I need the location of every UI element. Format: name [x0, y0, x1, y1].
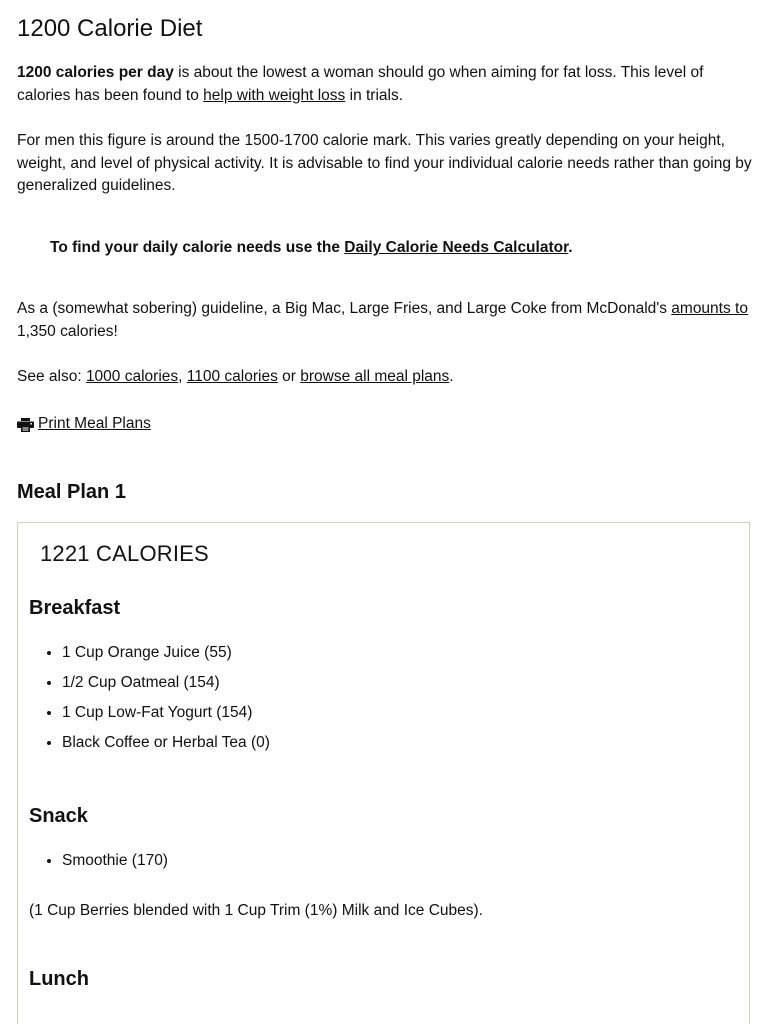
see-also-separator: , [178, 368, 187, 385]
list-item: • Black Coffee or Herbal Tea (0) [62, 728, 270, 758]
intro-text-a: is about the lowest a woman should go when aiming for fat loss. This level of calories has been found to [17, 64, 704, 104]
list-item: • 1/2 Cup Oatmeal (154) [62, 668, 270, 698]
print-meal-plans-label: Print Meal Plans [38, 415, 151, 432]
amounts-to-link[interactable]: amounts to [671, 300, 748, 317]
1100-calories-link[interactable]: 1100 calories [186, 368, 278, 385]
see-also-paragraph [17, 366, 757, 389]
callout-end: . [568, 239, 573, 256]
intro-paragraph-1 [17, 62, 757, 107]
print-meal-plans-link[interactable] [17, 413, 151, 435]
intro-text-b: in trials. [345, 86, 404, 104]
calorie-calculator-callout [50, 237, 573, 259]
1000-calories-link[interactable]: 1000 calories [85, 368, 179, 385]
see-also-or: or [277, 368, 301, 385]
snack-note: (1 Cup Berries blended with 1 Cup Trim (1%) Milk and Ice Cubes). [29, 902, 483, 919]
browse-meal-plans-link[interactable]: browse all meal plans [300, 368, 450, 385]
list-item: • Smoothie (170) [62, 846, 168, 876]
list-item: • 1 Cup Orange Juice (55) [62, 638, 270, 668]
snack-list [29, 846, 168, 876]
page-title: 1200 Calorie Diet [17, 15, 203, 42]
lunch-heading: Lunch [29, 968, 89, 990]
mcdonalds-paragraph [17, 298, 757, 343]
breakfast-list [29, 638, 270, 758]
weight-loss-link[interactable]: help with weight loss [203, 86, 346, 104]
mcdonalds-text-a: As a (somewhat sobering) guideline, a Big Mac, Large Fries, and Large Coke from McDonald's [17, 300, 672, 317]
calorie-calculator-link[interactable]: Daily Calorie Needs Calculator [344, 239, 569, 256]
snack-heading: Snack [29, 805, 88, 827]
intro-paragraph-2: For men this figure is around the 1500-1700 calorie mark. This varies greatly depending on your height, weight, and level of physical activity. It is advisable to find your individual calorie needs rather than going by generalized guidelines. [17, 132, 752, 194]
intro-bold-text: 1200 calories per day [17, 64, 174, 81]
mcdonalds-text-b: 1,350 calories! [17, 322, 118, 340]
meal-plan-title: Meal Plan 1 [17, 481, 126, 503]
breakfast-heading: Breakfast [29, 597, 121, 619]
list-item: • 1 Cup Low-Fat Yogurt (154) [62, 698, 270, 728]
callout-text: To find your daily calorie needs use the [50, 239, 345, 256]
printer-icon [17, 417, 34, 431]
see-also-label: See also: [17, 368, 86, 385]
see-also-end: . [449, 368, 454, 385]
meal-plan-calories: 1221 CALORIES [40, 541, 209, 566]
meal-plan-box [17, 522, 750, 1024]
